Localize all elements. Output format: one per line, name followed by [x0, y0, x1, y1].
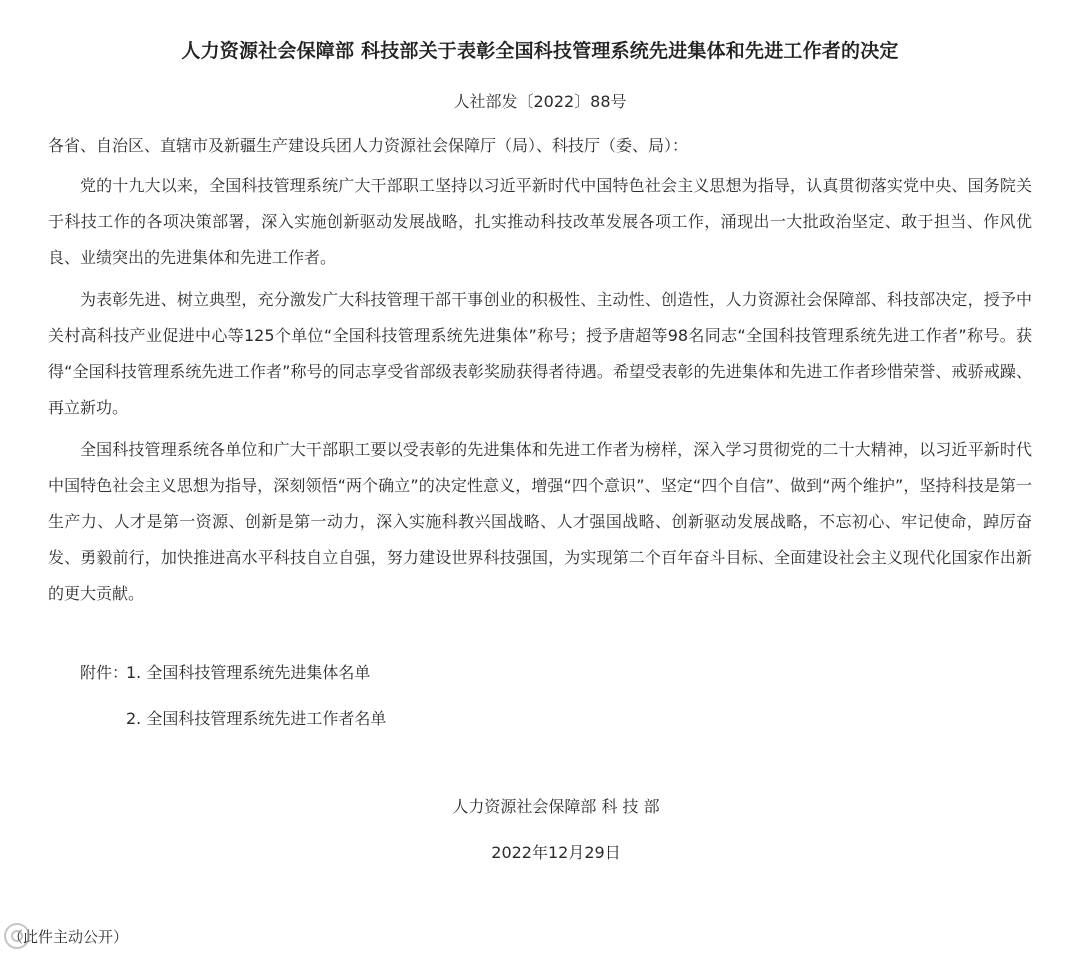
document-number: 人社部发〔2022〕88号: [453, 92, 627, 111]
disclosure-note: （此件主动公开）: [8, 928, 129, 946]
salutation: 各省、自治区、直辖市及新疆生产建设兵团人力资源社会保障厅（局）、科技厅（委、局）：: [48, 136, 689, 155]
paragraph-3: 全国科技管理系统各单位和广大干部职工要以受表彰的先进集体和先进工作者为榜样，深入学习贯彻党的二十大精神，以习近平新时代中国特色社会主义思想为指导，深刻领悟“两个确立”的决定性意义，增强“四个意识”、坚定“四个自信”、做到“两个维护”，坚持科技是第一生产力、人才是第一资源、创新是第一动力，深入实施科教兴国战略、人才强国战略、创新驱动发展战略，不忘初心、牢记使命，踔厉奋发、勇毅前行，加快推进高水平科技自立自强，努力建设世界科技强国，为实现第二个百年奋斗目标、全面建设社会主义现代化国家作出新的更大贡献。: [48, 440, 1032, 603]
attachments-label: 附件：: [80, 663, 129, 682]
paragraph-1: 党的十九大以来，全国科技管理系统广大干部职工坚持以习近平新时代中国特色社会主义思想为指导，认真贯彻落实党中央、国务院关于科技工作的各项决策部署，深入实施创新驱动发展战略，扎实推动科技改革发展各项工作，涌现出一大批政治坚定、敢于担当、作风优良、业绩突出的先进集体和先进工作者。: [48, 176, 1032, 267]
issuer-signature: 人力资源社会保障部 科 技 部: [452, 797, 660, 816]
paragraph-2: 为表彰先进、树立典型，充分激发广大科技管理干部干事创业的积极性、主动性、创造性，人力资源社会保障部、科技部决定，授予中关村高科技产业促进中心等125个单位“全国科技管理系统先进集体”称号；授予唐超等98名同志“全国科技管理系统先进工作者”称号。获得“全国科技管理系统先进工作者”称号的同志享受省部级表彰奖励获得者待遇。希望受表彰的先进集体和先进工作者珍惜荣誉、戒骄戒躁、再立新功。: [48, 290, 1032, 417]
attachment-item-1: 1. 全国科技管理系统先进集体名单: [126, 663, 371, 682]
document-title: 人力资源社会保障部 科技部关于表彰全国科技管理系统先进集体和先进工作者的决定: [181, 40, 899, 62]
issue-date: 2022年12月29日: [491, 843, 621, 862]
attachment-item-2: 2. 全国科技管理系统先进工作者名单: [126, 709, 387, 728]
